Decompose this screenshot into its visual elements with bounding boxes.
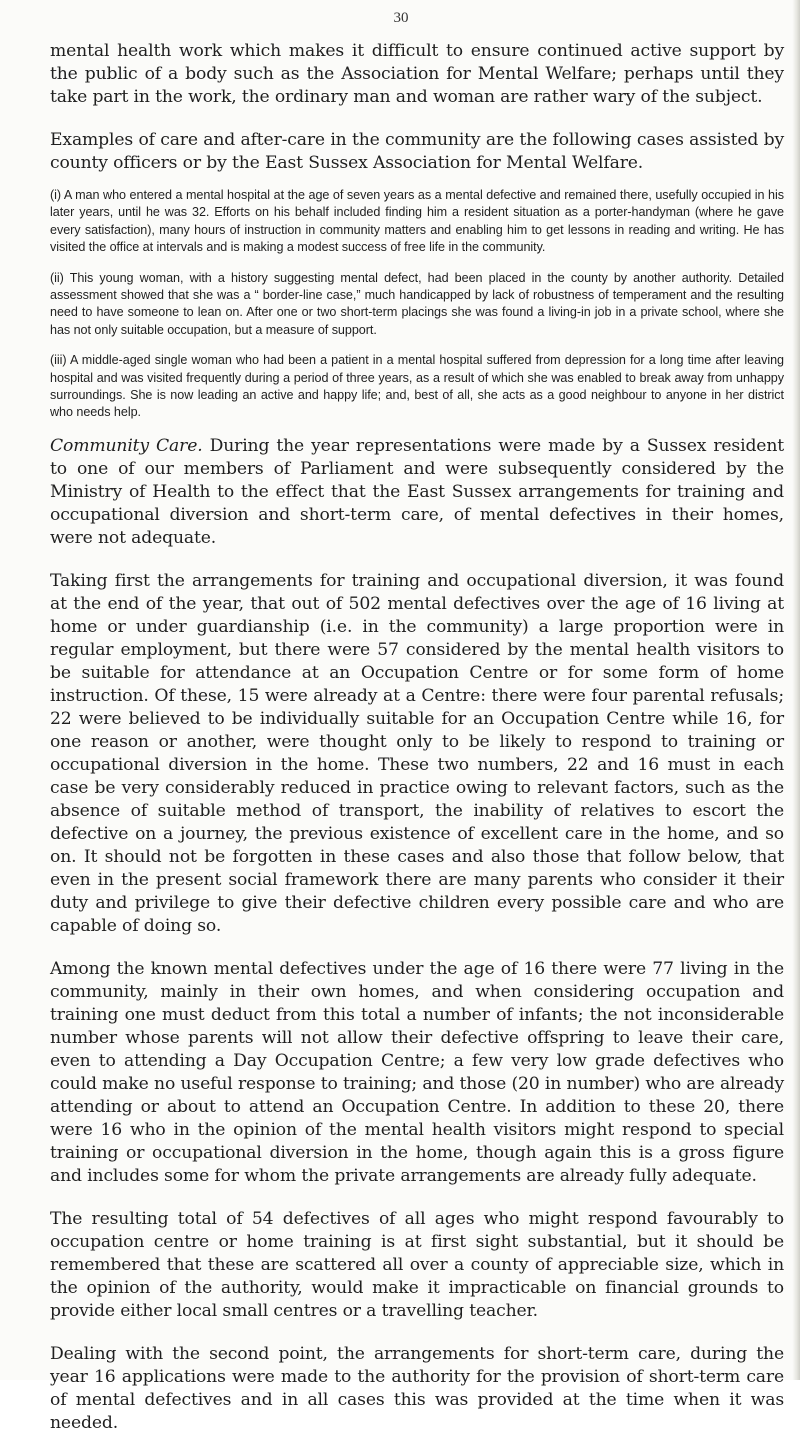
- community-care-text: During the year representations were made by a Sussex resident to one of our members of Parliament and were subsequently considered by the Ministry of Health to the effect that the East Sussex arrangements for training and occupational diversion and short-term care, of mental defectives in their homes, were not adequate.: [50, 435, 784, 548]
- paragraph-examples-intro: Examples of care and after-care in the community are the following cases assisted by county officers or by the East Sussex Association for Mental Welfare.: [50, 130, 784, 173]
- paragraph-resulting-total: The resulting total of 54 defectives of all ages who might respond favourably to occupation centre or home training is at first sight substantial, but it should be remembered that these are scattered all over a county of appreciable size, which in the opinion of the authority, would make it impracticable on financial grounds to provide either local small centres or a travelling teacher.: [50, 1208, 784, 1321]
- paragraph-short-term-care: Dealing with the second point, the arrangements for short-term care, during the year 16 applications were made to the authority for the provision of short-term care of mental defectives and in all cases this was provided at the time when it was needed.: [50, 1343, 784, 1433]
- paragraph-training-arrangements: Taking first the arrangements for training and occupational diversion, it was found at the end of the year, that out of 502 mental defectives over the age of 16 living at home or under guardianship (i.e. in the community) a large proportion were in regular employment, but there were 57 considered by the mental health visitors to be suitable for attendance at an Occupation Centre or for some form of home instruction. Of these, 15 were already at a Centre: there were four parental refusals; 22 were believed to be individually suitable for an Occupation Centre while 16, for one reason or another, were thought only to be likely to respond to training or occupational diversion in the home. These two numbers, 22 and 16 must in each case be very considerably reduced in practice owing to relevant factors, such as the absence of suitable method of transport, the inability of relatives to escort the defective on a journey, the previous existence of excellent care in the home, and so on. It should not be forgotten in these cases and also those that follow below, that even in the present social framework there are many parents who consider it their duty and privilege to give their defective children every possible care and who are capable of doing so.: [50, 570, 784, 936]
- case-1: (i) A man who entered a mental hospital at the age of seven years as a mental defective and remained there, usefully occupied in his later years, until he was 32. Efforts on his behalf included finding him a resident situation as a porter-handyman (where he gave every satisfaction), many hours of instruction in community matters and enabling him to get lessons in reading and writing. He has visited the office at intervals and is making a modest success of free life in the community.: [50, 188, 784, 255]
- section-heading-community-care: Community Care.: [50, 435, 203, 456]
- case-2: (ii) This young woman, with a history suggesting mental defect, had been placed in the county by another authority. Detailed assessment showed that she was a “ border-line case,” much handicapped by lack of robustness of temperament and the resulting need to have someone to lean on. After one or two short-term placings she was found a living-in job in a private school, where she has not only suitable occupation, but a measure of support.: [50, 270, 784, 337]
- page-content: [50, 40, 784, 1435]
- page-number: 30: [393, 10, 409, 26]
- paragraph-community-care: [50, 435, 784, 550]
- case-3: (iii) A middle-aged single woman who had been a patient in a mental hospital suffered from depression for a long time after leaving hospital and was visited frequently during a period of three years, as a result of which she was enabled to break away from unhappy surroundings. She is now leading an active and happy life; and, best of all, she acts as a good neighbour to anyone in her district who needs help.: [50, 353, 784, 420]
- paragraph-under-16: Among the known mental defectives under the age of 16 there were 77 living in the community, mainly in their own homes, and when considering occupation and training one must deduct from this total a number of infants; the not inconsiderable number whose parents will not allow their defective offspring to leave their care, even to attending a Day Occupation Centre; a few very low grade defectives who could make no useful response to training; and those (20 in number) who are already attending or about to attend an Occupation Centre. In addition to these 20, there were 16 who in the opinion of the mental health visitors might respond to special training or occupational diversion in the home, though again this is a gross figure and includes some for whom the private arrangements are already fully adequate.: [50, 958, 784, 1186]
- paragraph-intro: mental health work which makes it difficult to ensure continued active support by the public of a body such as the Association for Mental Welfare; perhaps until they take part in the work, the ordinary man and woman are rather wary of the subject.: [50, 41, 784, 107]
- page-edge-shadow: [792, 0, 800, 1380]
